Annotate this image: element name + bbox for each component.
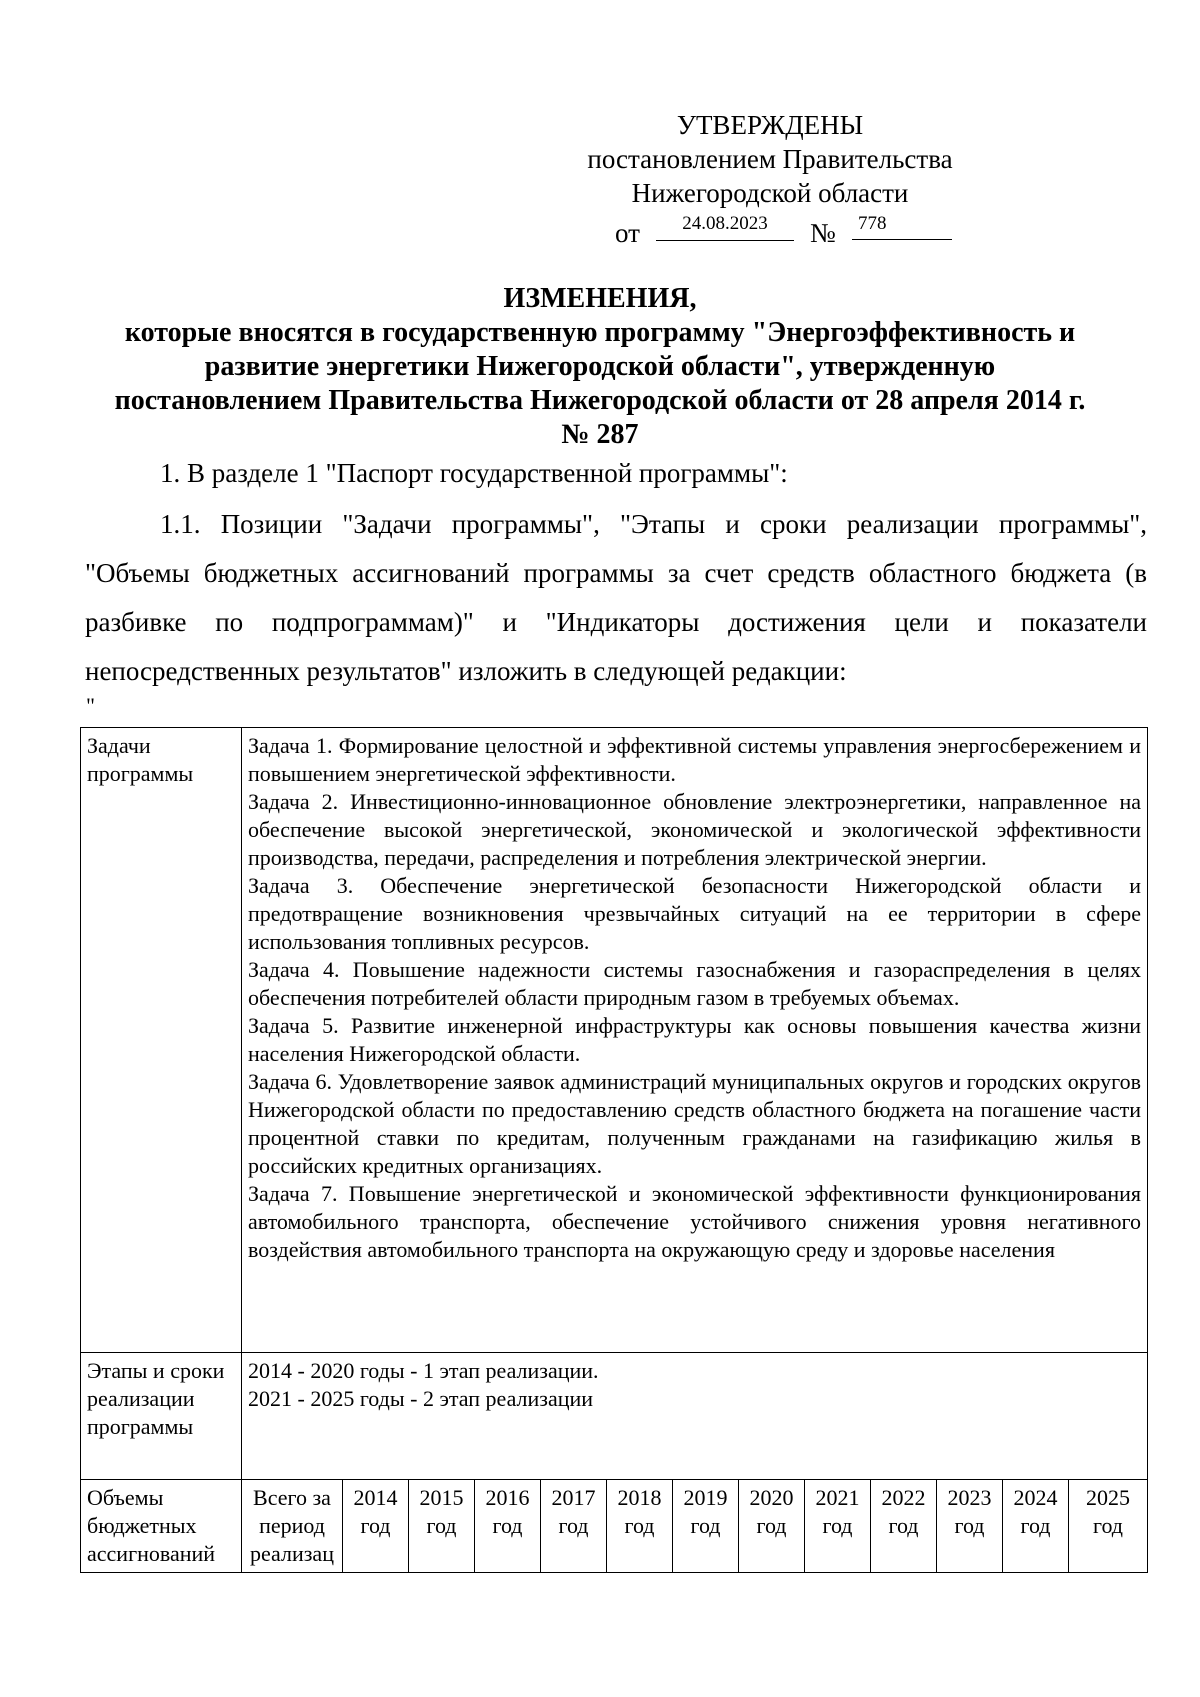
year-2023: 2023 год	[937, 1480, 1003, 1572]
table-row-budget	[81, 1480, 1148, 1573]
task-2: Задача 2. Инвестиционно-инновационное обновление электроэнергетики, направленное на обеспечение высокой энергетической, экономической и экологической эффективности производства, передачи, распределения и потребления электрической энергии.	[248, 789, 1141, 870]
passport-table	[80, 727, 1148, 1573]
decree-number: 778	[852, 210, 952, 240]
stage-2: 2021 - 2025 годы - 2 этап реализации	[248, 1386, 594, 1411]
paragraph-1: 1. В разделе 1 "Паспорт государственной программы":	[160, 458, 788, 488]
year-2016: 2016 год	[475, 1480, 541, 1572]
task-4: Задача 4. Повышение надежности системы газоснабжения и газораспределения в целях обеспечения потребителей области природным газом в требуемых объемах.	[248, 957, 1141, 1010]
decree-date-line	[560, 210, 980, 250]
tasks-label: Задачи программы	[81, 728, 242, 1353]
decree-date: 24.08.2023	[656, 210, 794, 241]
year-2015: 2015 год	[409, 1480, 475, 1572]
approved-region: Нижегородской области	[631, 178, 909, 208]
document-title	[100, 282, 1100, 452]
stage-1: 2014 - 2020 годы - 1 этап реализации.	[248, 1358, 599, 1383]
opening-quote: "	[86, 693, 95, 718]
budget-years-table	[242, 1480, 1147, 1572]
year-2020: 2020 год	[739, 1480, 805, 1572]
task-7: Задача 7. Повышение энергетической и экономической эффективности функционирования автомобильного транспорта, обеспечение устойчивого снижения уровня негативного воздействия автомобильного транспорта на окружающую среду и здоровье населения	[248, 1181, 1141, 1262]
year-2024: 2024 год	[1003, 1480, 1069, 1572]
task-6: Задача 6. Удовлетворение заявок администраций муниципальных округов и городских округов Нижегородской области по предоставлению средств областного бюджета на погашение части процентной ставки по кредитам, полученным гражданами на газификацию жилья в российских кредитных организациях.	[248, 1069, 1141, 1178]
tasks-content	[242, 728, 1148, 1353]
title-heading: ИЗМЕНЕНИЯ,	[503, 283, 697, 314]
year-2022: 2022 год	[871, 1480, 937, 1572]
table-row-tasks	[81, 728, 1148, 1353]
table-row-stages	[81, 1353, 1148, 1480]
approved-heading: УТВЕРЖДЕНЫ	[676, 110, 864, 140]
approval-block	[560, 108, 980, 250]
from-label: от	[615, 218, 640, 248]
task-3: Задача 3. Обеспечение энергетической безопасности Нижегородской области и предотвращение возникновения чрезвычайных ситуаций на ее территории в сфере использования топливных ресурсов.	[248, 873, 1141, 954]
year-2019: 2019 год	[673, 1480, 739, 1572]
budget-label: Объемы бюджетных ассигнований	[81, 1480, 242, 1573]
paragraph-2: 1.1. Позиции "Задачи программы", "Этапы и сроки реализации программы", "Объемы бюджетных ассигнований программы за счет средств областного бюджета (в разбивке по подпрограммам)" и "Индикаторы достижения цели и показатели непосредственных результатов" изложить в следующей редакции:	[85, 509, 1147, 686]
approved-by-decree: постановлением Правительства	[587, 144, 953, 174]
title-subtitle: которые вносятся в государственную программу "Энергоэффективность и развитие энергетики Нижегородской области", утвержденную постановлением Правительства Нижегородской области от 28 апреля 2014 г. № 287	[114, 317, 1086, 450]
budget-total-header: Всего за период реализац	[250, 1485, 334, 1566]
year-2014: 2014 год	[343, 1480, 409, 1572]
budget-years-cell	[242, 1480, 1148, 1573]
stages-content	[242, 1353, 1148, 1480]
task-1: Задача 1. Формирование целостной и эффективной системы управления энергосбережением и повышением энергетической эффективности.	[248, 733, 1141, 786]
number-label: №	[810, 218, 836, 248]
year-2018: 2018 год	[607, 1480, 673, 1572]
year-2025: 2025 год	[1069, 1480, 1148, 1572]
task-5: Задача 5. Развитие инженерной инфраструктуры как основы повышения качества жизни населения Нижегородской области.	[248, 1013, 1141, 1066]
year-2021: 2021 год	[805, 1480, 871, 1572]
stages-label: Этапы и сроки реализации программы	[81, 1353, 242, 1480]
year-2017: 2017 год	[541, 1480, 607, 1572]
